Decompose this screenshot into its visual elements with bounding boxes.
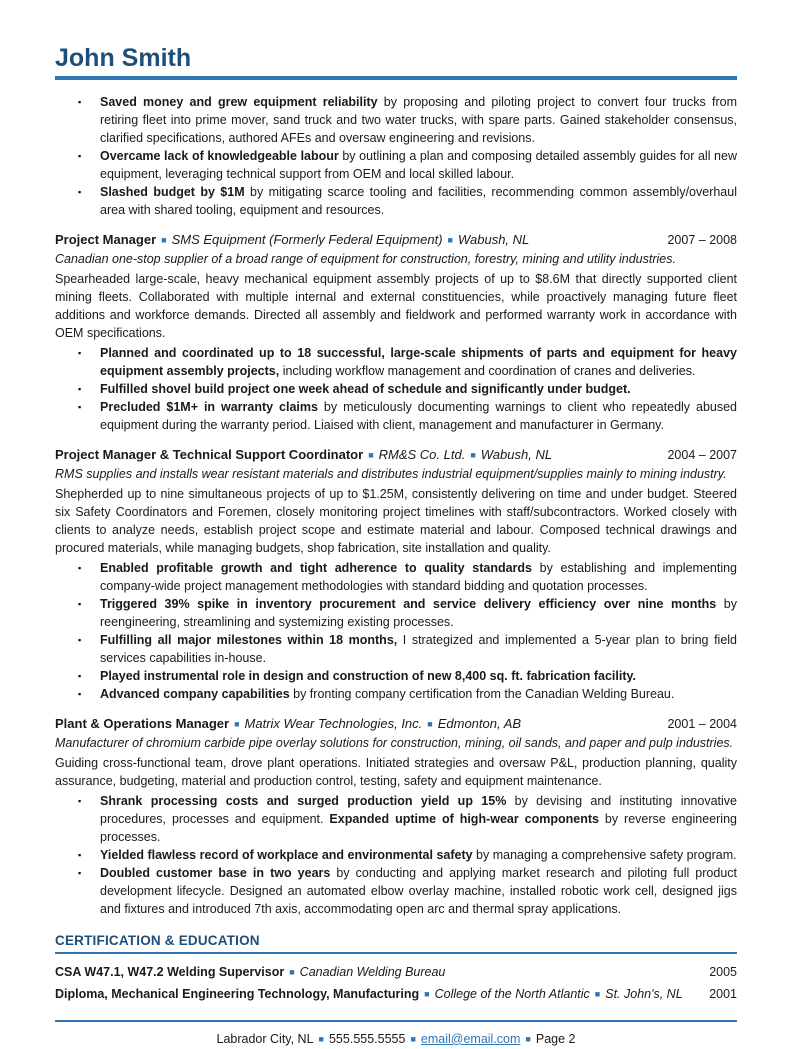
- bullet-marker-icon: ▪: [78, 562, 82, 573]
- bullet-list: [55, 93, 737, 219]
- job-dates: 2007 – 2008: [667, 232, 737, 247]
- separator-square-icon: ■: [525, 1033, 531, 1044]
- section-heading: CERTIFICATION & EDUCATION: [55, 933, 737, 954]
- job-title: Plant & Operations Manager: [55, 715, 230, 731]
- certification-detail: [55, 984, 709, 1006]
- separator-square-icon: ■: [289, 966, 295, 977]
- bullet-text: Yielded flawless record of workplace and environmental safety by managing a comprehensive safety program.: [100, 847, 737, 862]
- bullet-text: Triggered 39% spike in inventory procurement and service delivery efficiency over nine months by reengineering, streamlining and systemizing existing processes.: [100, 596, 737, 629]
- job-title: Project Manager: [55, 231, 157, 247]
- bullet-list: [55, 559, 737, 703]
- job-entry: [55, 715, 737, 918]
- bullet-text: Played instrumental role in design and construction of new 8,400 sq. ft. fabrication facility.: [100, 668, 636, 683]
- bullet-marker-icon: ▪: [78, 795, 82, 806]
- company-tagline: RMS supplies and installs wear resistant materials and distributes industrial equipment/supplies mainly to mining industry.: [55, 466, 727, 481]
- certification-education-section: [55, 933, 737, 1006]
- bullet-item: [55, 147, 737, 183]
- bullet-marker-icon: ▪: [78, 186, 82, 197]
- company-tagline: Manufacturer of chromium carbide pipe overlay solutions for construction, mining, oil sands, and paper and pulp industries.: [55, 735, 734, 750]
- separator-square-icon: ■: [368, 449, 374, 460]
- bullet-text: Saved money and grew equipment reliability by proposing and piloting project to convert four trucks from retiring fleet into prime mover, sand truck and two water trucks, with spare parts. Gained stakeholder consensus, clarified specifications, authored AFEs and oversaw engineering and revisions.: [100, 94, 737, 145]
- separator-square-icon: ■: [410, 1033, 416, 1044]
- bullet-marker-icon: ▪: [78, 634, 82, 645]
- footer-email-link[interactable]: email@email.com: [420, 1031, 521, 1046]
- job-company: SMS Equipment (Formerly Federal Equipment): [171, 231, 443, 247]
- footer-phone: 555.555.5555: [328, 1031, 406, 1046]
- separator-square-icon: ■: [234, 718, 240, 729]
- bullet-item: [55, 183, 737, 219]
- job-header: [55, 715, 737, 734]
- bullet-item: [55, 595, 737, 631]
- bullet-text: Advanced company capabilities by fronting company certification from the Canadian Welding Bureau.: [100, 686, 675, 701]
- job-company: Matrix Wear Technologies, Inc.: [244, 715, 423, 731]
- bullet-text: Shrank processing costs and surged production yield up 15% by devising and instituting innovative procedures, processes and equipment. Expanded uptime of high-wear components by reverse engineering processes.: [100, 793, 737, 844]
- bullet-marker-icon: ▪: [78, 688, 82, 699]
- job-header: [55, 446, 737, 465]
- certification-org: Canadian Welding Bureau: [299, 964, 446, 979]
- job-header-left: [55, 231, 667, 250]
- page-title: John Smith: [55, 44, 192, 72]
- continued-experience-bullets: [55, 93, 737, 219]
- bullet-text: Precluded $1M+ in warranty claims by meticulously documenting warnings to client who repeatedly abused equipment during the warranty period. Liaised with client, management and manufacturer in Germany.: [100, 399, 737, 432]
- bullet-text: Fulfilled shovel build project one week ahead of schedule and significantly under budget.: [100, 381, 631, 396]
- certification-row: [55, 984, 737, 1006]
- certification-location: St. John's, NL: [605, 986, 683, 1001]
- certification-title: CSA W47.1, W47.2 Welding Supervisor: [55, 964, 285, 979]
- bullet-item: [55, 344, 737, 380]
- job-entry: [55, 231, 737, 434]
- certification-year: 2001: [709, 986, 737, 1001]
- bullet-marker-icon: ▪: [78, 150, 82, 161]
- separator-square-icon: ■: [470, 449, 476, 460]
- bullet-text: Enabled profitable growth and tight adherence to quality standards by establishing and implementing company-wide project management methodologies with standard bidding and quotation processes.: [100, 560, 737, 593]
- bullet-item: [55, 380, 737, 398]
- bullet-marker-icon: ▪: [78, 383, 82, 394]
- job-summary: Spearheaded large-scale, heavy mechanical equipment assembly projects of up to $8.6M that directly supported client mining fleets. Collaborated with multiple internal and external constituencies, while proactively managing future fleet additions and workforce demands. Directed all assembly and fieldwork and performed warranty work in accordance with OEM specifications.: [55, 271, 737, 340]
- bullet-marker-icon: ▪: [78, 347, 82, 358]
- bullet-marker-icon: ▪: [78, 401, 82, 412]
- bullet-list: [55, 344, 737, 434]
- separator-square-icon: ■: [424, 988, 430, 999]
- job-location: Wabush, NL: [480, 446, 553, 462]
- bullet-marker-icon: ▪: [78, 867, 82, 878]
- separator-square-icon: ■: [427, 718, 433, 729]
- bullet-item: [55, 685, 737, 703]
- bullet-marker-icon: ▪: [78, 849, 82, 860]
- bullet-item: [55, 631, 737, 667]
- job-header: [55, 231, 737, 250]
- footer-location: Labrador City, NL: [216, 1031, 314, 1046]
- bullet-text: Doubled customer base in two years by conducting and applying market research and piloting full product development lifecycle. Designed an automated elbow overlay machine, installed robotic work cell, designed jigs and fixtures and introduced 7th axis, accommodating open arc and thermal spray applications.: [100, 865, 737, 916]
- bullet-text: Fulfilling all major milestones within 18 months, I strategized and implemented a 5-year plan to bring field services capabilities in-house.: [100, 632, 737, 665]
- separator-square-icon: ■: [594, 988, 601, 999]
- job-dates: 2001 – 2004: [667, 716, 737, 731]
- bullet-marker-icon: ▪: [78, 670, 82, 681]
- job-summary: Shepherded up to nine simultaneous projects of up to $1.25M, consistently delivering on time and under budget. Steered six Safety Coordinators and Foremen, closely monitoring project timelines with staff/subcontractors. Worked closely with clients to analyze needs, establish project scope and estimate material and labour. Composed technical drawings and procured materials, while managing budgets, shop fabrication, site installation and quality.: [55, 486, 737, 555]
- bullet-marker-icon: ▪: [78, 96, 82, 107]
- footer-page-number: Page 2: [535, 1031, 576, 1046]
- bullet-marker-icon: ▪: [78, 598, 82, 609]
- certification-row: [55, 962, 737, 984]
- job-location: Wabush, NL: [457, 231, 530, 247]
- job-entry: [55, 446, 737, 703]
- company-tagline: Canadian one-stop supplier of a broad range of equipment for construction, forestry, mining and utility industries.: [55, 251, 676, 266]
- job-title: Project Manager & Technical Support Coordinator: [55, 446, 364, 462]
- bullet-list: [55, 792, 737, 918]
- bullet-item: [55, 864, 737, 918]
- certification-year: 2005: [709, 964, 737, 979]
- job-header-left: [55, 715, 667, 734]
- separator-square-icon: ■: [318, 1033, 324, 1044]
- job-dates: 2004 – 2007: [667, 447, 737, 462]
- job-header-left: [55, 446, 667, 465]
- job-location: Edmonton, AB: [437, 715, 522, 731]
- bullet-item: [55, 792, 737, 846]
- certification-org: College of the North Atlantic: [434, 986, 590, 1001]
- bullet-item: [55, 559, 737, 595]
- separator-square-icon: ■: [447, 234, 453, 245]
- bullet-item: [55, 667, 737, 685]
- bullet-text: Overcame lack of knowledgeable labour by outlining a plan and composing detailed assembly guides for all new equipment, leveraging technical support from OEM and local skilled labour.: [100, 148, 737, 181]
- bullet-item: [55, 398, 737, 434]
- certification-rows: [55, 962, 737, 1006]
- job-company: RM&S Co. Ltd.: [378, 446, 466, 462]
- header-rule: [55, 76, 737, 80]
- job-summary: Guiding cross-functional team, drove plant operations. Initiated strategies and oversaw P&L, production planning, quality assurance, budgeting, material and production control, testing, safety and equipment maintenance.: [55, 755, 737, 788]
- bullet-text: Slashed budget by $1M by mitigating scarce tooling and facilities, recommending common assembly/overhaul area with shared tooling, equipment and resources.: [100, 184, 737, 217]
- separator-square-icon: ■: [161, 234, 167, 245]
- bullet-item: [55, 846, 737, 864]
- certification-detail: [55, 962, 709, 984]
- page-footer: [55, 1020, 737, 1049]
- bullet-item: [55, 93, 737, 147]
- certification-title: Diploma, Mechanical Engineering Technology, Manufacturing: [55, 986, 420, 1001]
- bullet-text: Planned and coordinated up to 18 successful, large-scale shipments of parts and equipment for heavy equipment assembly projects, including workflow management and coordination of cranes and deliveries.: [100, 345, 737, 378]
